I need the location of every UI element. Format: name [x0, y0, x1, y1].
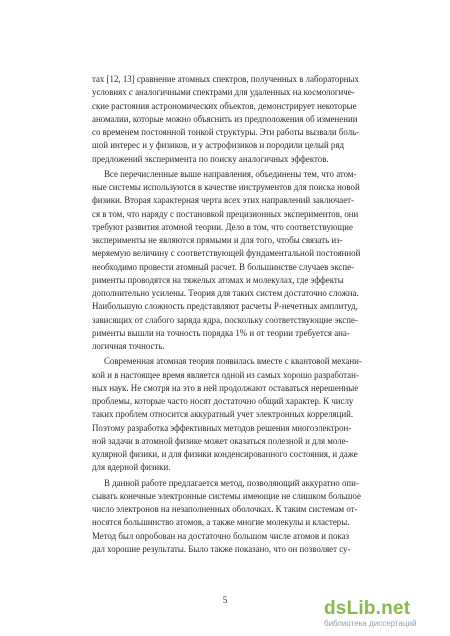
text-line: таких проблем относится аккуратный учет электронных корреляций. — [92, 409, 354, 420]
text-line: ские растояния астрономических объектов, демонстрирует некоторые — [92, 100, 357, 111]
text-line: ных наук. Не смотря на это в ней продолжают оставаться нерешенные — [92, 382, 359, 393]
text-line: тах [12, 13] сравнение атомных спектров, полученных в лабораторных — [92, 74, 359, 84]
text-line: требуют развития атомной теории. Дело в том, что соответствующие — [92, 221, 353, 232]
text-line: эксперименты не являются прямыми и для того, чтобы связать из- — [92, 235, 343, 245]
text-line: ные системы используются в качестве инструментов для поиска новой — [92, 182, 360, 192]
text-line: Поэтому разработка эффективных методов решения многоэлектрон- — [92, 422, 352, 433]
paragraph — [92, 477, 383, 557]
text-line: ся в том, что наряду с постановкой прецизионных экспериментов, они — [92, 208, 359, 219]
text-line: логичная точность. — [92, 341, 165, 351]
text-line: условиях с аналогичными спектрами для удаленных на космологиче- — [92, 87, 355, 98]
text-line: аномалии, которые можно объяснить из предположения об изменении — [92, 113, 358, 124]
text-line: проблемы, которые часто носят достаточно общий характер. К числу — [92, 396, 354, 406]
text-line: зависящих от слабого заряда ядра, поскольку соответствующие экспе- — [92, 314, 358, 325]
text-line: В данной работе предлагается метод, позволяющий аккуратно опи- — [104, 477, 359, 488]
text-line: кой и в настоящее время является одной из самых хорошо разработан- — [92, 369, 359, 380]
text-line: рименты вышли на точность порядка 1% и от теории требуется ана- — [92, 327, 350, 338]
text-line: сывать конечные электронные системы имеющие не слишком большое — [92, 490, 361, 501]
text-line: меряемую величину с соответствующей фундаментальной постоянной — [92, 248, 361, 259]
watermark-logo: dsLib.net — [324, 598, 411, 619]
paragraph — [92, 355, 383, 474]
body-text — [92, 73, 383, 556]
text-line: со временем постоянной тонкой структуры. Эти работы вызвали боль- — [92, 127, 360, 137]
watermark[interactable] — [324, 598, 442, 630]
text-line: носятся большинство атомов, а также многие молекулы и кластеры. — [92, 517, 350, 528]
text-line: для ядерной физики. — [92, 462, 171, 473]
text-line: необходимо провести атомный расчет. В большинстве случаев экспе- — [92, 261, 354, 272]
text-line: шой интерес и у физиков, и у астрофизиков и породили целый ряд — [92, 140, 344, 151]
paragraph — [92, 168, 383, 354]
text-line: рименты проводятся на тяжелых атомах и молекулах, где эффекты — [92, 274, 344, 285]
paragraph — [92, 73, 383, 166]
text-line: Все перечисленные выше направления, объединены тем, что атом- — [104, 168, 357, 179]
text-line: физики. Вторая характерная черта всех этих направлений заключает- — [92, 195, 355, 206]
page-number: 5 — [222, 595, 228, 605]
text-line: число электронов на незаполненных оболочках. К таким системам от- — [92, 504, 358, 514]
text-line: ной задачи в атомной физике может оказаться полезной и для моле- — [92, 435, 349, 446]
text-line: Современная атомная теория появилась вместе с квантовой механи- — [104, 356, 362, 367]
text-line: дал хорошие результаты. Было также показано, что он позволяет су- — [92, 543, 351, 554]
watermark-subtitle: библиотека диссертаций — [324, 619, 417, 628]
text-line: предложений эксперимента по поиску аналогичных эффектов. — [92, 153, 329, 164]
text-line: кулярной физики, и для физики конденсированного состояния, и даже — [92, 449, 358, 459]
text-line: Наибольшую сложность представляют расчеты P-нечетных амплитуд, — [92, 301, 358, 312]
text-line: Метод был опробован на достаточно большом числе атомов и показ — [92, 530, 350, 541]
text-line: дополнительно усилены. Теория для таких систем достаточно сложна. — [92, 288, 359, 298]
